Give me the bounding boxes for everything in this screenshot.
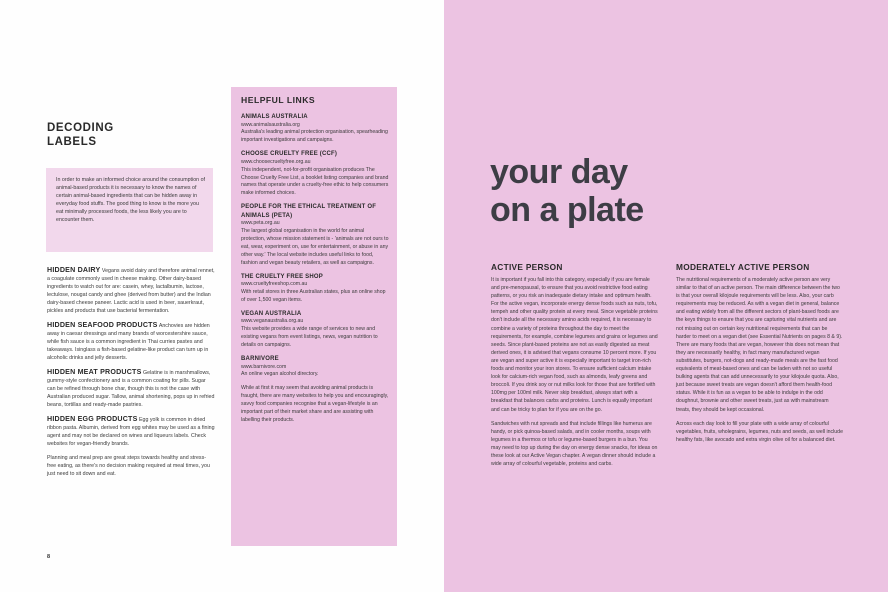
link-name: BARNIVORE xyxy=(241,356,279,363)
section-heading: HIDDEN DAIRY xyxy=(47,266,101,274)
section-hidden-meat xyxy=(47,368,215,409)
title-line-2: LABELS xyxy=(47,136,97,148)
link-item-barnivore xyxy=(241,355,389,379)
link-description: This independent, not-for-profit organisation produces The Choose Cruelty Free List, a booklet listing companies and brand names that operate under a cruelty-free ethic to help consumers make informed choices. xyxy=(241,166,389,197)
links-footer-text: While at first it may seem that avoiding animal products is fraught, there are many websites to help you and encouragingly, savvy food companies recognise that a vegan-lifestyle is an important part of their market share and are assisting with labelling their products. xyxy=(241,385,389,423)
link-name: THE CRUELTY FREE SHOP xyxy=(241,273,323,280)
link-name: VEGAN AUSTRALIA xyxy=(241,310,302,317)
active-paragraph-2: Sandwiches with nut spreads and that include fillings like humerus are handy, or pick quinoa-based salads, and in cooler months, soups with legumes in a thermos or tofu or legume-based burgers in a bun. You may need to top up during the day on energy dense snacks, for ideas on these look at our Active Vegan chapter. A vegan dinner should include a wide array of colourful vegetable, proteins and carbs. xyxy=(491,420,658,468)
moderate-paragraph-1: The nutritional requirements of a moderately active person are very similar to that of an active person. The main difference between the two is that your overall kilojoule requirements will be less. Also, your carb requirements may be reduced. As with a vegan diet in general, balance and eating widely from all the different sectors of plant-based foods are the keys things to ensure that you are capturing vital nutrients and are not missing out on certain key nutritional requirements that can be harder to meet on a vegan diet (see Essential Nutrients on pages 8 & 9). There are many foods that are vegan, however this does not mean that they are necessarily healthy, in fact many manufactured vegan substitutes, burgers, not-dogs and ready-made meals are the fast food equivalents of meat-based ones and can be laden with not so useful bulking agents that can add unnecessarily to your kilojoule quota. Also, just because sweet treats are vegan doesn't afford them health-food status. While it is fun as a vegan to be able to indulge in the odd doughnut, brownie and other sweet treats, just as with mainstream treats, they should be kept occasional. xyxy=(676,277,843,413)
active-person-column xyxy=(491,262,658,474)
section-hidden-seafood xyxy=(47,321,215,362)
big-title-line-1: your day xyxy=(490,153,628,191)
section-text: Vegans avoid dairy and therefore animal rennet, a coagulate commonly used in cheese making. Other dairy-based ingredients to watch out for are: casein, whey, lactalbumin, lactose, lectulose, nougat candy and ghee (derived from butter) and the Indian dairy-based cheese paneer. Lactic acid is used in beer, sauerkraut, pickles and products that use bacterial fermentation. xyxy=(47,268,215,315)
link-name: ANIMALS AUSTRALIA xyxy=(241,114,308,120)
hidden-ingredients-column xyxy=(47,266,215,478)
section-heading: HIDDEN SEAFOOD PRODUCTS xyxy=(47,321,158,330)
section-text: Anchovies are hidden away in caesar dressings and many brands of worcestershire sauce, while fish sauce is a common ingredient in Thai curries pastes and takeaways. Isinglass a fish-based gelatine-like product can turn up in alcoholic drinks and jelly desserts. xyxy=(47,323,210,362)
link-item-animals-australia xyxy=(241,113,389,145)
link-name: CHOOSE CRUELTY FREE (CCF) xyxy=(241,151,338,158)
moderate-paragraph-2: Across each day look to fill your plate with a wide array of colourful vegetables, fruits, wholegrains, legumes, nuts and seeds, as well include healthy fats, like avocado and extra virgin olive oil for a balanced diet. xyxy=(676,420,843,443)
helpful-links-title: HELPFUL LINKS xyxy=(241,95,316,105)
big-title-line-2: on a plate xyxy=(490,191,644,229)
link-description: With retail stores in three Australian states, plus an online shop of over 1,500 vegan items. xyxy=(241,289,386,303)
closing-paragraph: Planning and meal prep are great steps towards healthy and stress-free eating, as there's no decision making required at meal times, you just need to sit down and eat. xyxy=(47,454,210,478)
link-name: PEOPLE FOR THE ETHICAL TREATMENT OF ANIMALS (PETA) xyxy=(241,204,377,219)
section-heading: HIDDEN EGG PRODUCTS xyxy=(47,415,138,423)
section-heading: HIDDEN MEAT PRODUCTS xyxy=(47,368,142,377)
link-item-ccf xyxy=(241,150,389,198)
link-description: An online vegan alcohol directory. xyxy=(241,371,319,378)
link-description: The largest global organisation in the world for animal protection, whose mission statement is - 'animals are not ours to eat, wear, experiment on, use for entertainment, or abuse in any other way.' The local website includes useful links to food, fashion and vegan beauty retailers, as well as campaigns. xyxy=(241,228,389,266)
moderately-active-column xyxy=(676,262,843,450)
link-description: Australia's leading animal protection organisation, spearheading important investigations and campaigns. xyxy=(241,129,388,144)
link-url[interactable]: www.choosecrueltyfree.org.au xyxy=(241,158,311,165)
helpful-links-box xyxy=(231,87,397,546)
intro-text: In order to make an informed choice around the consumption of animal-based products it is necessary to know the names of certain animal-based ingredients that can be hidden away in everyday food stuffs. The good thing to know is the more you eat minimally processed foods, the less likely you are to encounter them. xyxy=(56,177,205,224)
active-person-heading: ACTIVE PERSON xyxy=(491,262,563,272)
section-text: Gelatine is in marshmallows, gummy-style confectionery and is a common coating for pills. Sugar can be refined through bone char, though this is not the case with Australian produced sugar. Tallow, animal shortening, pops up in refried beans, tortillas and ready-made pastries. xyxy=(47,370,215,409)
active-paragraph-1: It is important if you fall into this category, especially if you are female and pre-menopausal, to ensure that you avoid restrictive food eating patterns, or you risk an inadequate dietary intake and optimum health. For the active vegan, incorporate energy dense foods such as nuts, tofu, tempeh and other quality protein at every meal. Since vegetable proteins don't include all the necessary amino acids required, it is necessary to combine a variety of proteins throughout the day to meet the requirements, for example, combine legumes and grains or legumes and seeds. Since plant-based proteins are not as easily digested as meat derived ones, it is advised that vegans consume 10 percent more. If you are vegan and super active it is especially important to target iron-rich foods and monitor your iron stores. To ensure sufficient calcium intake look for calcium-rich vegan food, such as almonds, leafy greens and broccoli. If you drink soy or nut milks look for those that are fortified with 100mg per 100ml milk. Never skip breakfast, always start with a breakfast that balances carbs and proteins. Lunch is equally important and can be tricky to plan for if you are on the go. xyxy=(491,277,658,413)
your-day-on-a-plate-title xyxy=(490,153,644,229)
title-line-1: DECODING xyxy=(47,122,114,134)
moderately-active-heading: MODERATELY ACTIVE PERSON xyxy=(676,262,810,272)
page-number: 8 xyxy=(47,554,51,560)
section-text: Egg yolk is common in dried ribbon pasta. Albumin, derived from egg whites may be used as a fining agent and may not be declared on wines and liqueurs labels. Check websites for vegan-friendly brands. xyxy=(47,417,215,448)
intro-box xyxy=(46,168,213,252)
link-item-peta xyxy=(241,203,389,267)
link-url[interactable]: www.barnivore.com xyxy=(241,363,287,370)
link-item-cruelty-free-shop xyxy=(241,273,389,305)
link-url[interactable]: www.peta.org.au xyxy=(241,220,280,227)
section-hidden-dairy xyxy=(47,266,215,316)
link-item-vegan-australia xyxy=(241,310,389,350)
decoding-labels-title xyxy=(47,121,114,149)
link-url[interactable]: www.crueltyfreeshop.com.au xyxy=(241,281,308,288)
link-description: This website provides a wide range of services to new and existing vegans from event listings, news, vegan nutrition to details on campaigns. xyxy=(241,326,378,349)
link-url[interactable]: www.veganaustralia.org.au xyxy=(241,318,304,325)
link-url[interactable]: www.animalsaustralia.org xyxy=(241,121,300,128)
section-hidden-egg xyxy=(47,415,215,448)
